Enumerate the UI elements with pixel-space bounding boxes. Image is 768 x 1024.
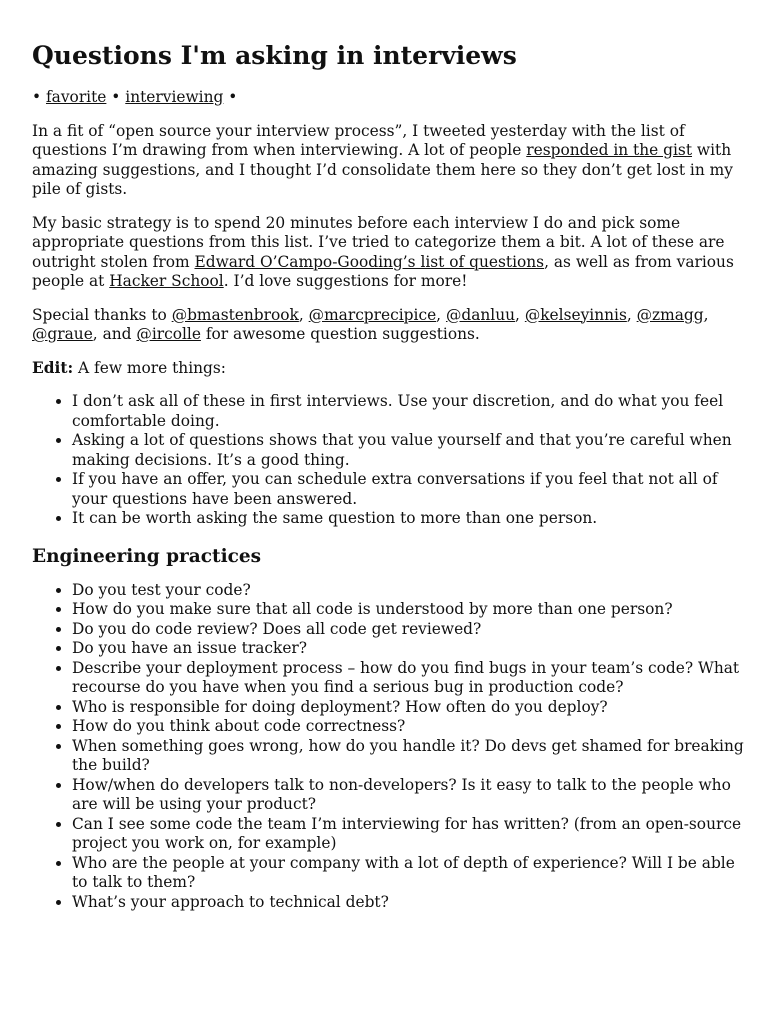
- thanks-paragraph: Special thanks to @bmastenbrook, @marcprecipice, @danluu, @kelseyinnis, @zmagg, @graue, and @ircolle for awesome question suggestions.: [32, 305, 709, 343]
- tag-link-favorite[interactable]: favorite: [45, 88, 107, 106]
- handle-link[interactable]: @bmastenbrook: [171, 305, 299, 324]
- questions-list-link[interactable]: Edward O’Campo-Gooding’s list of questions: [194, 252, 545, 271]
- tag-bullet: •: [111, 88, 121, 106]
- tag-list: [32, 88, 748, 108]
- gist-link[interactable]: responded in the gist: [526, 141, 693, 159]
- engineering-practices-list: [32, 581, 748, 913]
- edit-text: A few more things:: [73, 358, 226, 377]
- list-item: • I don’t ask all of these in first interviews. Use your discretion, and do what you feel comfortable doing.: [72, 392, 748, 431]
- list-item: • Who are the people at your company with a lot of depth of experience? Will I be able to talk to them?: [72, 854, 748, 893]
- list-item: • Who is responsible for doing deployment? How often do you deploy?: [72, 698, 748, 718]
- list-item: • If you have an offer, you can schedule extra conversations if you feel that not all of your questions have been answered.: [72, 470, 748, 509]
- handle-link[interactable]: @graue: [32, 325, 93, 343]
- intro-text: My basic strategy is to spend 20 minutes before each interview I do and pick some appropriate questions from this list. I’ve tried to categorize them a bit. A lot of these are outright stolen from: [32, 213, 725, 271]
- hacker-school-link[interactable]: Hacker School: [109, 272, 224, 290]
- list-item: • Asking a lot of questions shows that you value yourself and that you’re careful when making decisions. It’s a good thing.: [72, 431, 748, 470]
- list-item: • What’s your approach to technical debt?: [72, 893, 748, 913]
- section-heading: Engineering practices: [32, 545, 262, 567]
- thanks-text: for awesome question suggestions.: [200, 325, 480, 343]
- page-title: Questions I'm asking in interviews: [32, 41, 517, 70]
- list-item: • Do you test your code?: [72, 581, 748, 601]
- intro-text: . I’d love suggestions for more!: [223, 272, 468, 290]
- list-item: • How do you make sure that all code is understood by more than one person?: [72, 600, 748, 620]
- handle-link[interactable]: @ircolle: [136, 325, 201, 343]
- list-item: • Do you do code review? Does all code get reviewed?: [72, 620, 748, 640]
- intro-paragraph-1: [32, 122, 748, 200]
- thanks-text: , and: [92, 325, 137, 343]
- list-item: • How do you think about code correctness?: [72, 717, 748, 737]
- list-item: • Describe your deployment process – how do you find bugs in your team’s code? What recourse do you have when you find a serious bug in production code?: [72, 659, 748, 698]
- list-item: • Do you have an issue tracker?: [72, 639, 748, 659]
- tag-bullet: •: [32, 88, 42, 106]
- intro-text: , as well as from various people at: [32, 252, 734, 290]
- list-item: • When something goes wrong, how do you handle it? Do devs get shamed for breaking the build?: [72, 737, 748, 776]
- tag-bullet: •: [228, 88, 238, 106]
- handle-link[interactable]: @danluu: [445, 305, 516, 324]
- edit-paragraph: [32, 359, 748, 379]
- intro-text: with amazing suggestions, and I thought I’d consolidate them here so they don’t get lost in my pile of gists.: [32, 141, 733, 198]
- list-item: • How/when do developers talk to non-developers? Is it easy to talk to the people who are will be using your product?: [72, 776, 748, 815]
- tag-link-interviewing[interactable]: interviewing: [125, 88, 224, 106]
- handle-link[interactable]: @kelseyinnis: [524, 305, 627, 324]
- handle-link[interactable]: @marcprecipice: [308, 305, 437, 324]
- handle-link[interactable]: @zmagg: [636, 305, 704, 324]
- list-item: • Can I see some code the team I’m interviewing for has written? (from an open-source project you work on, for example): [72, 815, 748, 854]
- thanks-text: Special thanks to: [32, 305, 172, 324]
- list-item: • It can be worth asking the same question to more than one person.: [72, 509, 748, 529]
- edit-label: Edit:: [32, 358, 74, 377]
- intro-paragraph-2: [32, 214, 748, 292]
- intro-text: In a fit of “open source your interview process”, I tweeted yesterday with the list of questions I’m drawing from when interviewing. A lot of people: [32, 121, 685, 159]
- edit-list: [32, 392, 748, 529]
